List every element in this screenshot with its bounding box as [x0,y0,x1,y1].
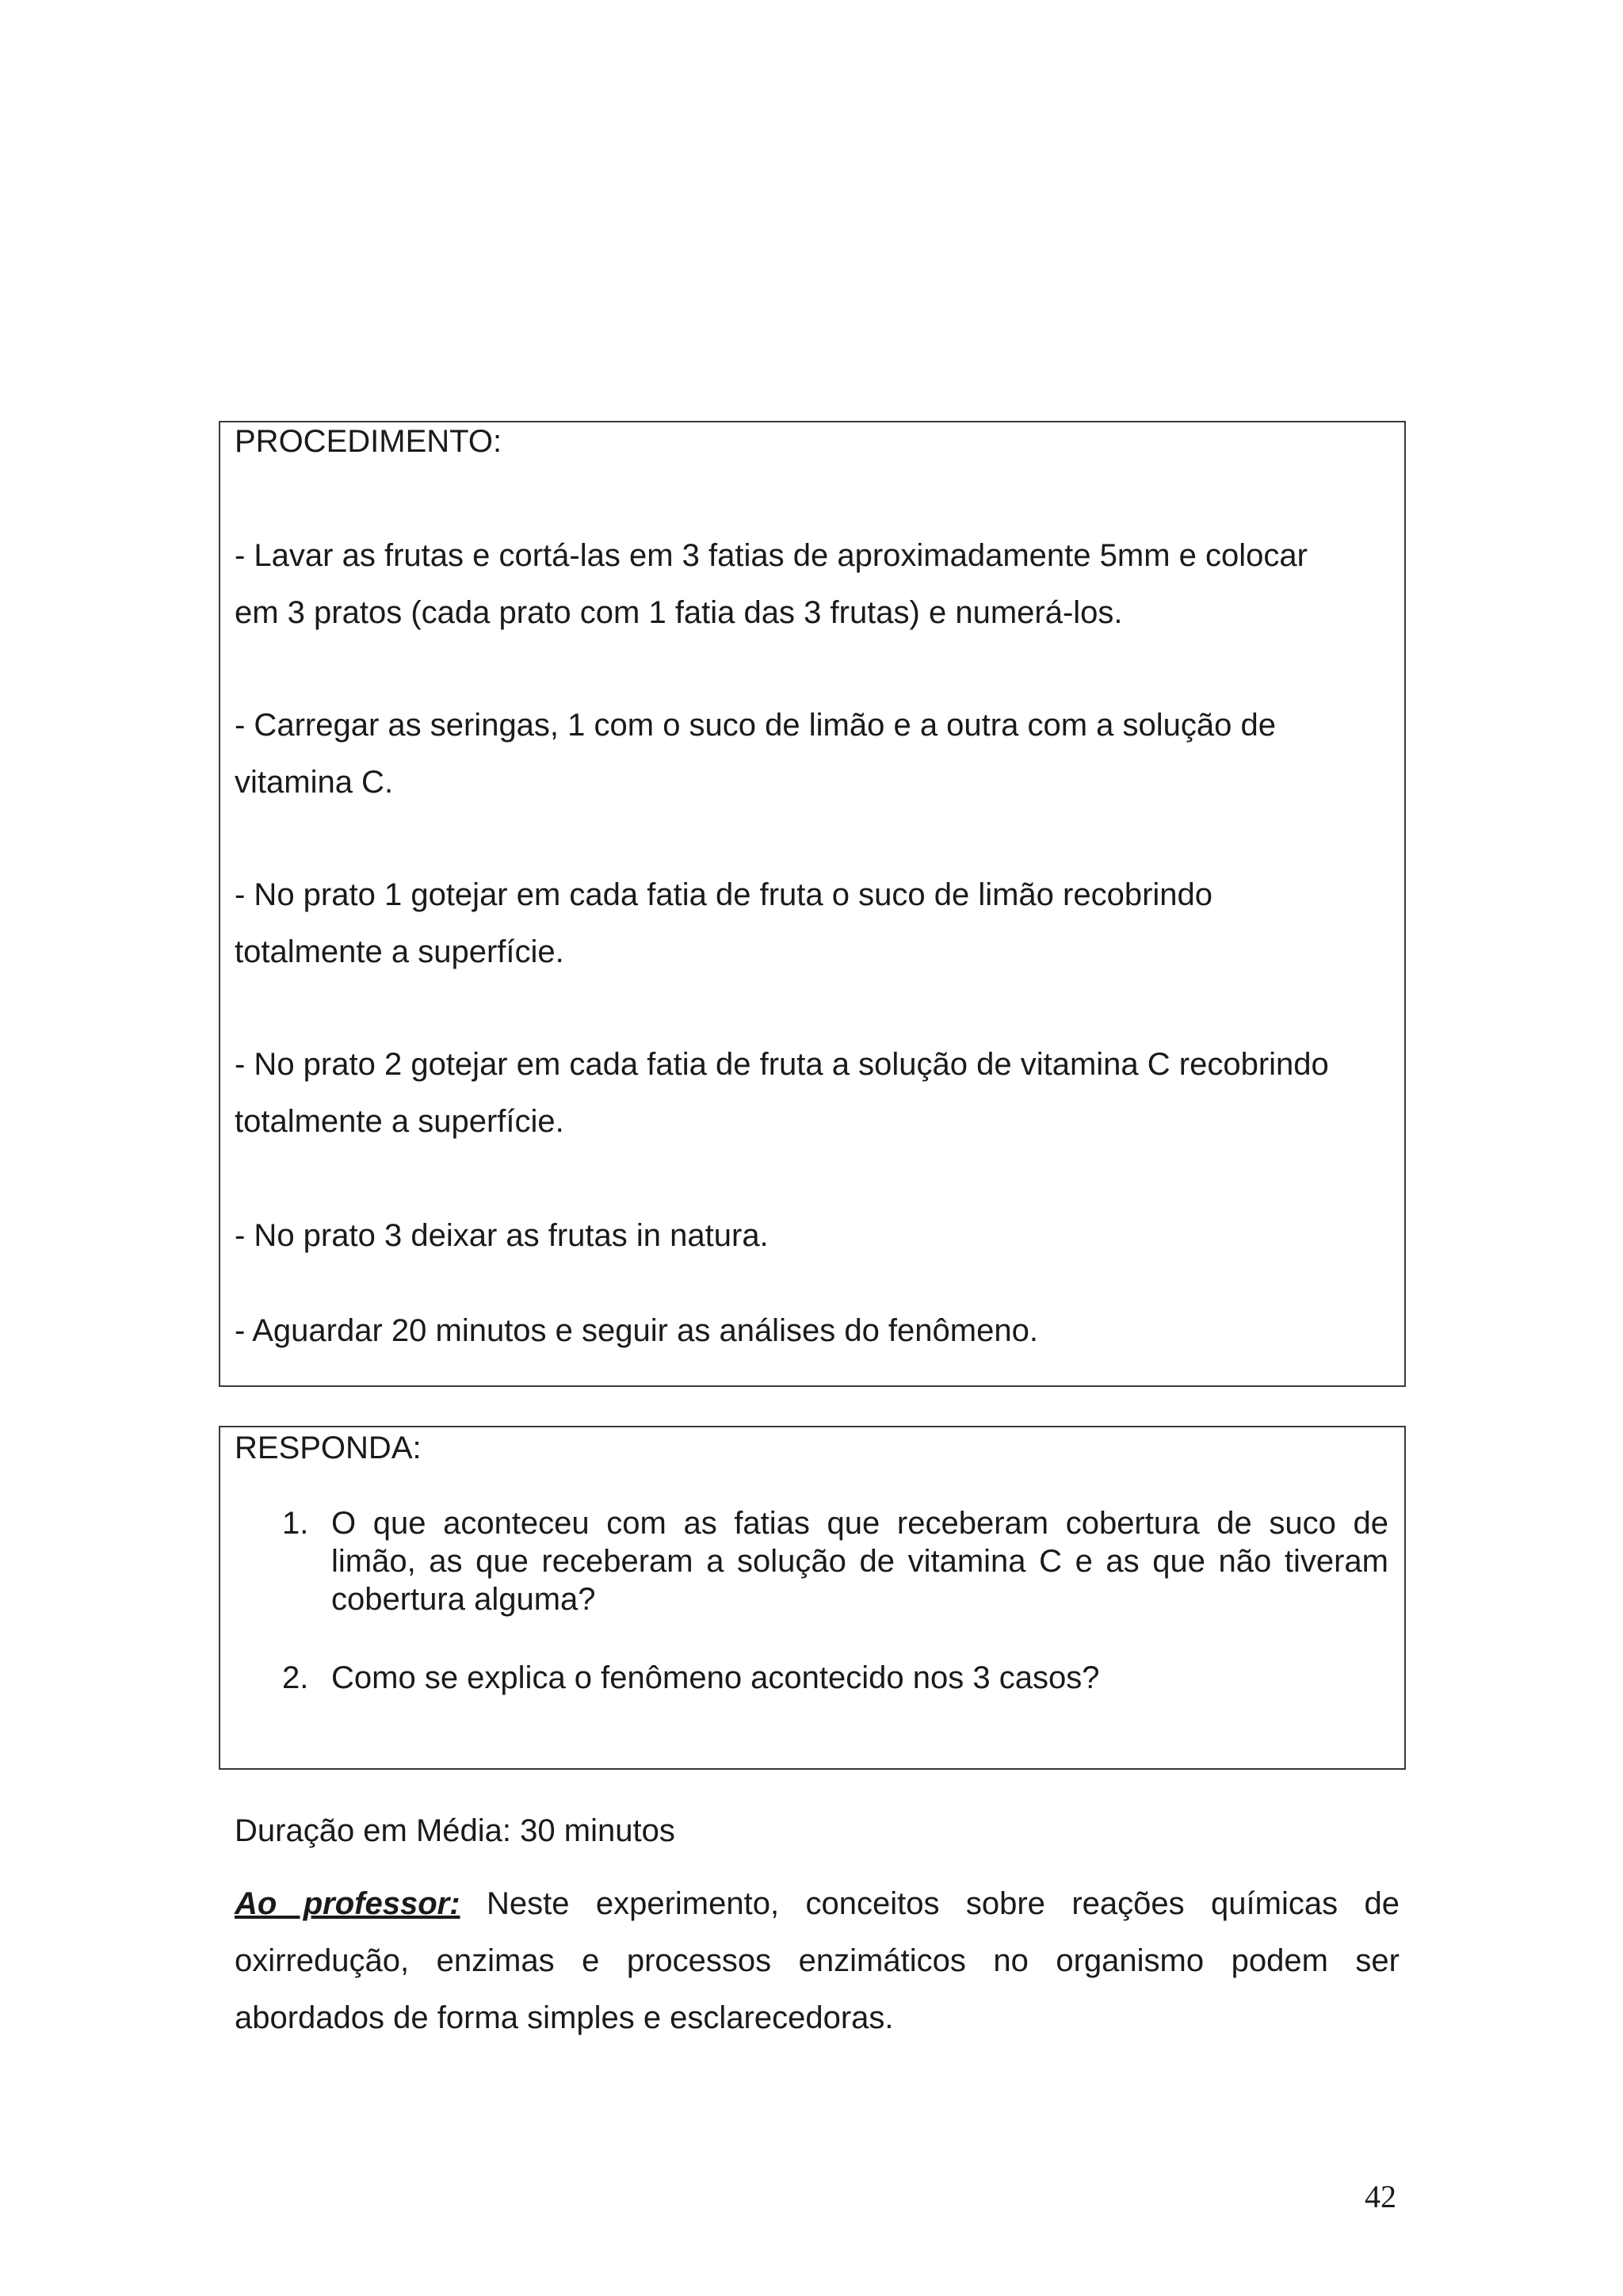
procedimento-line: em 3 pratos (cada prato com 1 fatia das 3 frutas) e numerá-los. [235,595,1123,630]
procedimento-line: - No prato 1 gotejar em cada fatia de fruta o suco de limão recobrindo [235,877,1213,912]
duration-text: Duração em Média: 30 minutos [235,1813,675,1848]
procedimento-line: vitamina C. [235,765,394,800]
teacher-note-text: Neste experimento, conceitos sobre reações químicas de oxirredução, enzimas e processos enzimáticos no organismo podem ser abordados de forma simples e esclarecedoras. [235,1886,1400,2035]
procedimento-line: - No prato 2 gotejar em cada fatia de fruta a solução de vitamina C recobrindo [235,1047,1329,1082]
responda-heading: RESPONDA: [235,1431,422,1465]
question-number: 1. [282,1506,309,1541]
procedimento-line: - No prato 3 deixar as frutas in natura. [235,1218,769,1253]
question-item [282,1659,1388,1697]
question-text: Como se explica o fenômeno acontecido nos 3 casos? [331,1660,1100,1695]
procedimento-line: totalmente a superfície. [235,934,564,969]
question-number: 2. [282,1660,309,1695]
procedimento-line: - Lavar as frutas e cortá-las em 3 fatias de aproximadamente 5mm e colocar [235,538,1308,573]
teacher-note [235,1875,1400,2046]
procedimento-line: - Carregar as seringas, 1 com o suco de limão e a outra com a solução de [235,708,1276,743]
page-number: 42 [1365,2179,1396,2214]
procedimento-line: totalmente a superfície. [235,1104,564,1139]
teacher-note-label: Ao professor: [235,1886,460,1921]
procedimento-line: - Aguardar 20 minutos e seguir as análises do fenômeno. [235,1313,1038,1348]
question-item [282,1504,1388,1618]
question-text: O que aconteceu com as fatias que receberam cobertura de suco de limão, as que receberam a solução de vitamina C e as que não tiveram cobertura alguma? [331,1506,1388,1617]
procedimento-heading: PROCEDIMENTO: [235,424,502,459]
